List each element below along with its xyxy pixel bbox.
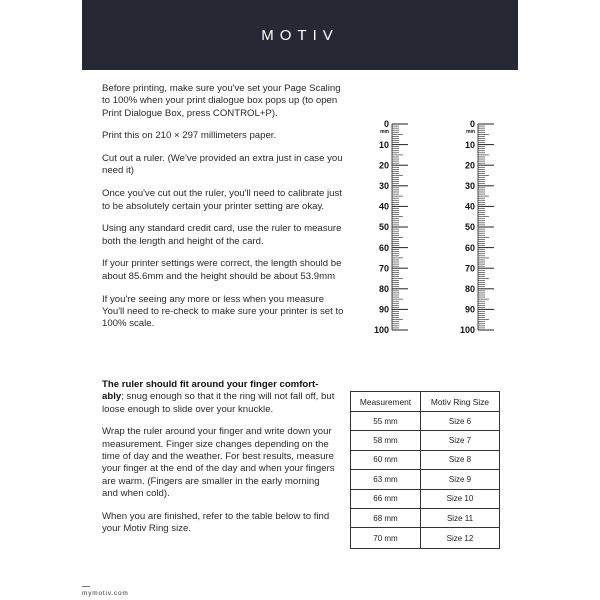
instruction-paragraph: Cut out a ruler. (We've provided an extra just in case you need it)	[102, 153, 343, 177]
header-bar	[82, 0, 518, 70]
instruction-paragraph: If you're seeing any more or less when you measure You'll need to re-check to make sure your printer is set to 100% scale.	[102, 293, 344, 330]
instruction-paragraph: Using any standard credit card, use the ruler to measure both the length and height of the card.	[102, 223, 342, 247]
table-row	[351, 509, 499, 528]
measurement-cell: 60 mm	[351, 451, 421, 470]
measurement-cell: 68 mm	[351, 509, 421, 528]
instruction-paragraph: Print this on 210 × 297 millimeters paper.	[102, 130, 277, 142]
measurement-cell: 70 mm	[351, 528, 421, 547]
ruler-label: 90	[378, 304, 389, 315]
ruler-unit-label: mm	[466, 129, 475, 135]
ruler-label: 100	[373, 325, 389, 336]
fit-bold-lead: The ruler should fit around your finger comfort-ably	[102, 379, 319, 403]
column-header: Motiv Ring Size	[421, 392, 499, 412]
table-row	[351, 431, 499, 450]
ruler-left	[362, 116, 410, 338]
ruler-label: 20	[378, 160, 389, 171]
fit-instructions	[102, 379, 338, 546]
ruler-label: 70	[378, 263, 389, 274]
ruler-label: 80	[378, 284, 389, 294]
size-cell: Size 7	[421, 431, 499, 450]
ruler-label: 40	[464, 201, 475, 212]
ruler-label: 60	[464, 242, 475, 253]
ruler-label: 0	[469, 119, 475, 130]
ruler-label: 50	[464, 222, 475, 233]
fit-paragraph: When you are finished, refer to the table below to find your Motiv Ring size.	[102, 510, 330, 534]
printing-instructions	[102, 83, 347, 341]
measurement-cell: 66 mm	[351, 490, 421, 509]
ruler-label: 90	[464, 304, 475, 315]
measurement-cell: 55 mm	[351, 412, 421, 431]
fit-paragraph	[102, 379, 338, 416]
table-header-row	[351, 392, 499, 412]
table-row	[351, 528, 499, 547]
ring-size-table	[350, 391, 500, 549]
ruler-label: 60	[378, 242, 389, 253]
ruler-unit-label: mm	[380, 129, 389, 135]
table-row	[351, 412, 499, 431]
size-cell: Size 6	[421, 412, 499, 431]
ruler-label: 100	[459, 325, 475, 336]
table-row	[351, 470, 499, 489]
size-cell: Size 10	[421, 490, 499, 509]
instruction-paragraph: If your printer settings were correct, the length should be about 85.6mm and the height should be about 53.9mm	[102, 258, 342, 282]
ruler-label: 10	[464, 139, 475, 150]
ruler-label: 30	[378, 181, 389, 191]
brand-logo: MOTIV	[261, 26, 339, 44]
print-page	[82, 0, 518, 600]
measurement-cell: 63 mm	[351, 470, 421, 489]
footer-divider	[82, 586, 90, 587]
ruler-label: 40	[378, 201, 389, 212]
size-cell: Size 12	[446, 533, 474, 543]
column-header: Measurement	[351, 392, 421, 412]
fit-paragraph: Wrap the ruler around your finger and write down your measurement. Finger size changes depending on the time of day and the weather. For best results, measure your finger at the end of the day and when your fingers are warm. (Fingers are smaller in the early morning and when cold).	[102, 426, 335, 499]
ruler-label: 50	[378, 222, 389, 233]
instruction-paragraph: Once you've cut out the ruler, you'll need to calibrate just to be absolutely certain your printer setting are okay.	[102, 188, 342, 212]
footer-url: mymotiv.com	[82, 590, 129, 597]
ruler-label: 20	[464, 160, 475, 171]
size-cell: Size 9	[421, 470, 499, 489]
ruler-label: 10	[378, 139, 389, 150]
ruler-label: 80	[464, 284, 475, 294]
table-row	[351, 490, 499, 509]
measurement-cell: 58 mm	[351, 431, 421, 450]
table-row	[351, 451, 499, 470]
ruler-label: 30	[464, 181, 475, 191]
size-cell: Size 8	[421, 451, 499, 470]
ruler-label: 0	[383, 119, 389, 130]
size-cell: Size 11	[421, 509, 499, 528]
ruler-right	[448, 116, 496, 338]
ruler-label: 70	[464, 263, 475, 274]
fit-lead-rest: ; snug enough so that it the ring will not fall off, but loose enough to slide over your knuckle.	[102, 391, 335, 415]
instruction-paragraph: Before printing, make sure you've set your Page Scaling to 100% when your print dialogue box pops up (to open Print Dialogue Box, press CONTROL+P).	[102, 83, 341, 119]
